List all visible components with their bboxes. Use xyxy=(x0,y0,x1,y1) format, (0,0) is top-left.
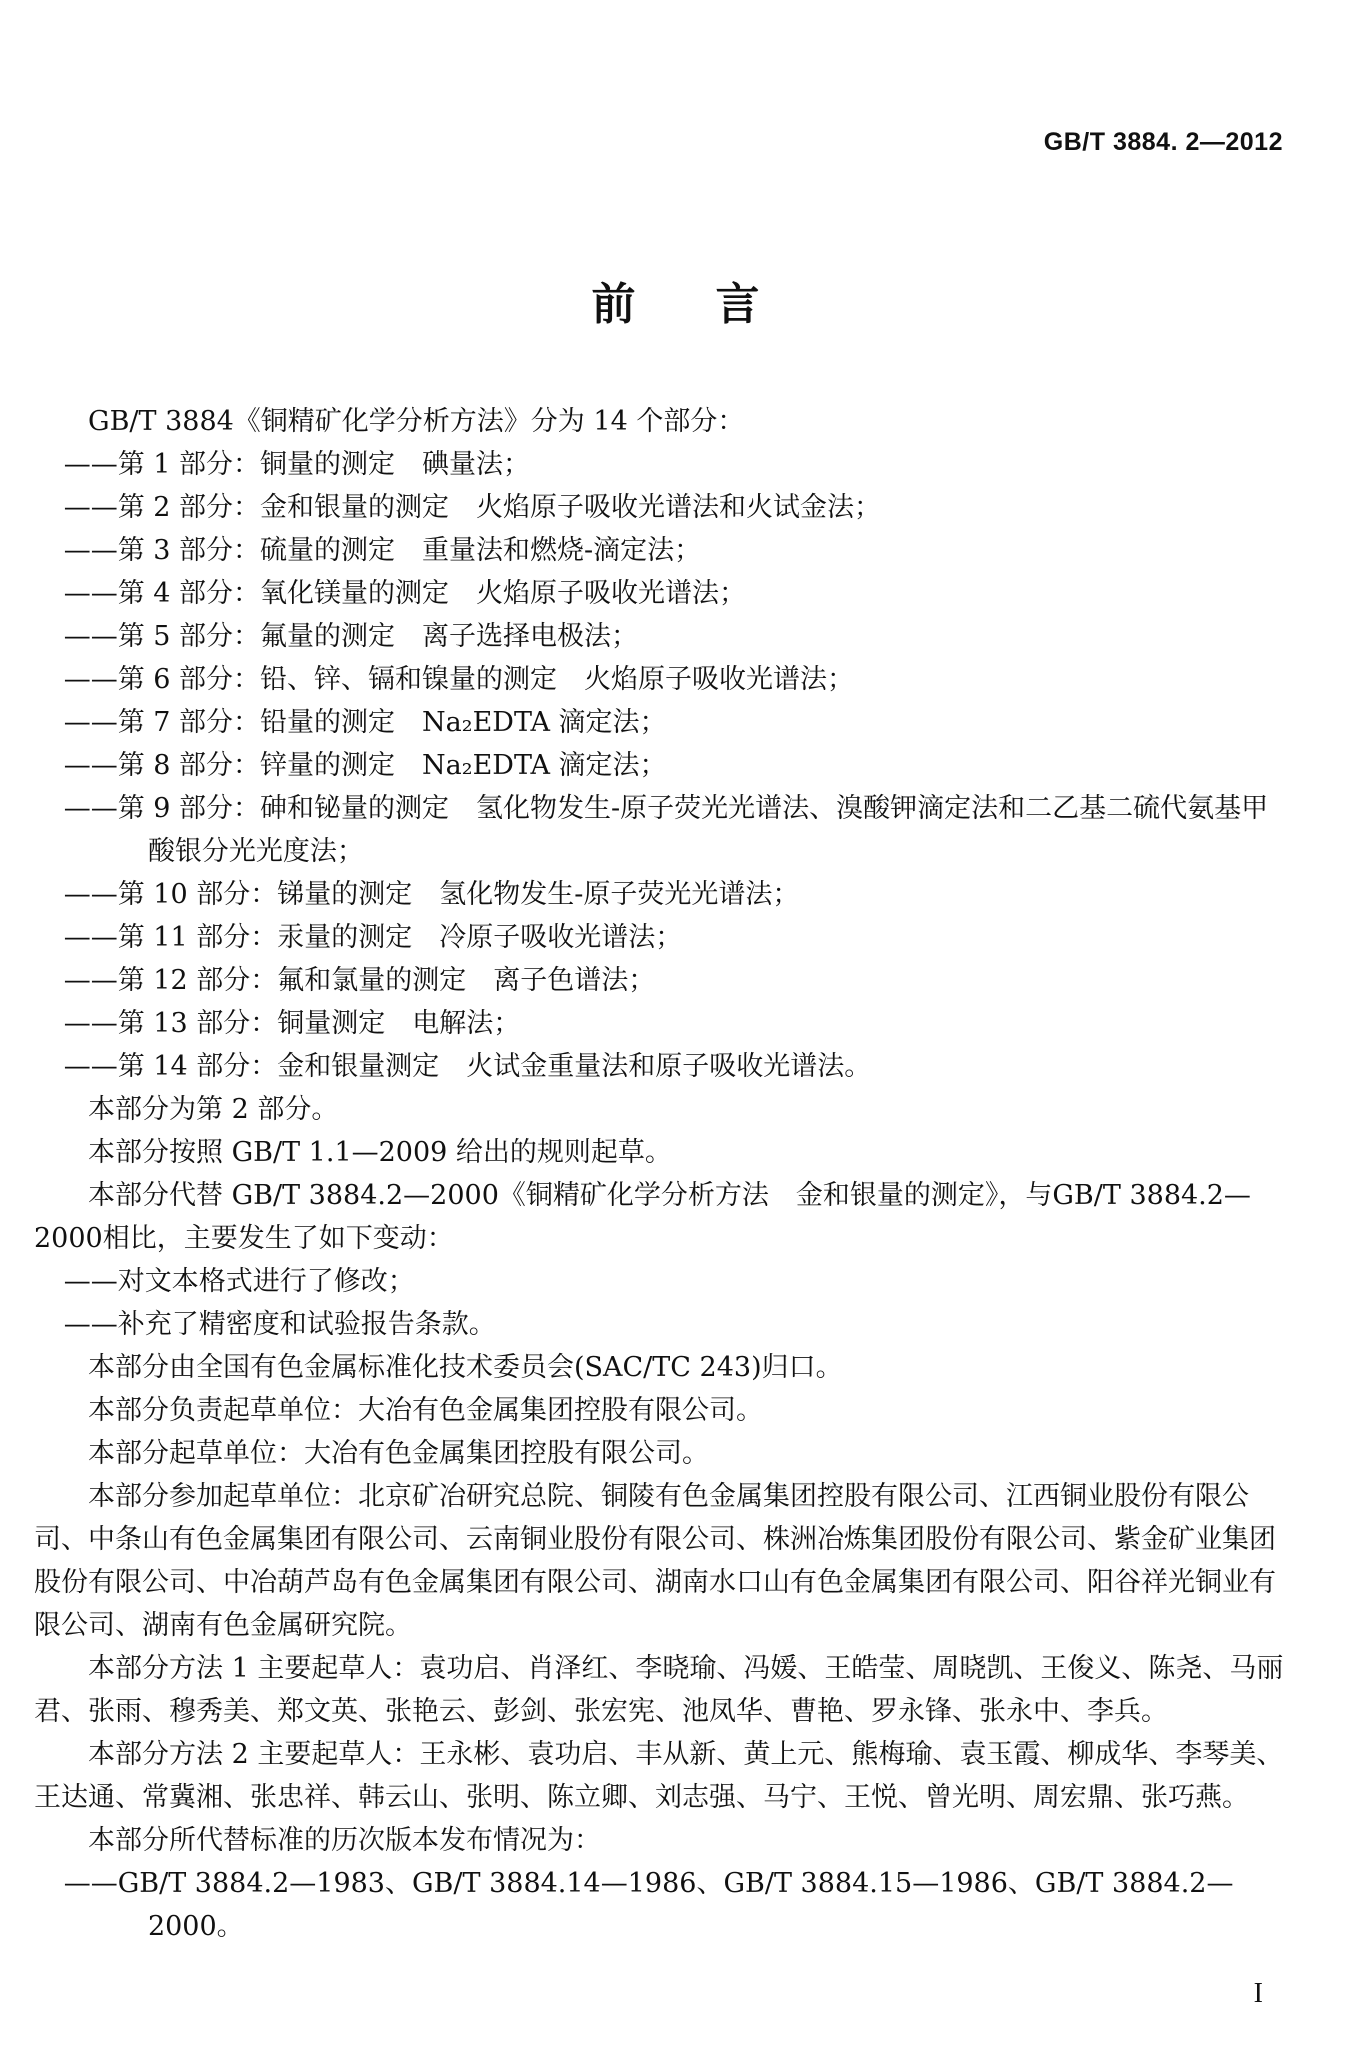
change-item: ——补充了精密度和试验报告条款。 xyxy=(63,1309,496,1340)
method2-drafters-paragraph: 本部分方法 2 主要起草人：王永彬、袁功启、丰从新、黄上元、熊梅瑜、袁玉霞、柳成华、李琴美、王达通、常冀湘、张忠祥、韩云山、张明、陈立卿、刘志强、马宁、王悦、曾光明、周宏鼎、张巧燕。 xyxy=(34,1739,1284,1813)
page-number: I xyxy=(1253,1978,1263,2009)
part-item: ——第 12 部分：氟和氯量的测定 离子色谱法； xyxy=(63,965,656,996)
part-item: ——第 2 部分：金和银量的测定 火焰原子吸收光谱法和火试金法； xyxy=(63,492,882,523)
committee-paragraph: 本部分由全国有色金属标准化技术委员会(SAC/TC 243)归口。 xyxy=(88,1352,843,1383)
method1-drafters-paragraph: 本部分方法 1 主要起草人：袁功启、肖泽红、李晓瑜、冯媛、王皓莹、周晓凯、王俊义、陈尧、马丽君、张雨、穆秀美、郑文英、张艳云、彭剑、张宏宪、池凤华、曹艳、罗永锋、张永中、李兵。 xyxy=(34,1653,1284,1727)
part-item: ——第 6 部分：铅、锌、镉和镍量的测定 火焰原子吸收光谱法； xyxy=(63,664,855,695)
part-number-paragraph: 本部分为第 2 部分。 xyxy=(88,1094,339,1125)
intro-paragraph: GB/T 3884《铜精矿化学分析方法》分为 14 个部分： xyxy=(88,406,745,437)
part-item: ——第 9 部分：砷和铋量的测定 氢化物发生-原子荧光光谱法、溴酸钾滴定法和二乙基二硫代氨基甲酸银分光光度法； xyxy=(63,793,1269,867)
standard-code: GB/T 3884. 2—2012 xyxy=(1043,128,1283,156)
part-item: ——第 5 部分：氟量的测定 离子选择电极法； xyxy=(63,621,639,652)
part-item: ——第 14 部分：金和银量测定 火试金重量法和原子吸收光谱法。 xyxy=(63,1051,872,1082)
part-item: ——第 13 部分：铜量测定 电解法； xyxy=(63,1008,521,1039)
drafting-rules-paragraph: 本部分按照 GB/T 1.1—2009 给出的规则起草。 xyxy=(88,1137,672,1168)
change-item: ——对文本格式进行了修改； xyxy=(63,1266,415,1297)
participating-units-paragraph: 本部分参加起草单位：北京矿冶研究总院、铜陵有色金属集团控股有限公司、江西铜业股份有限公司、中条山有色金属集团有限公司、云南铜业股份有限公司、株洲冶炼集团股份有限公司、紫金矿业集团股份有限公司、中冶葫芦岛有色金属集团有限公司、湖南水口山有色金属集团有限公司、阳谷祥光铜业有限公司、湖南有色金属研究院。 xyxy=(34,1481,1276,1641)
responsible-unit-paragraph: 本部分负责起草单位：大冶有色金属集团控股有限公司。 xyxy=(88,1395,763,1426)
part-item: ——第 4 部分：氧化镁量的测定 火焰原子吸收光谱法； xyxy=(63,578,747,609)
replaces-paragraph: 本部分代替 GB/T 3884.2—2000《铜精矿化学分析方法 金和银量的测定》，与GB/T 3884.2—2000相比，主要发生了如下变动： xyxy=(34,1180,1251,1254)
part-item: ——第 8 部分：锌量的测定 Na₂EDTA 滴定法； xyxy=(63,750,667,781)
drafting-unit-paragraph: 本部分起草单位：大冶有色金属集团控股有限公司。 xyxy=(88,1438,709,1469)
history-intro-paragraph: 本部分所代替标准的历次版本发布情况为： xyxy=(88,1825,601,1856)
part-item: ——第 10 部分：锑量的测定 氢化物发生-原子荧光光谱法； xyxy=(63,879,800,910)
foreword-body xyxy=(34,400,1289,1948)
part-item: ——第 11 部分：汞量的测定 冷原子吸收光谱法； xyxy=(63,922,683,953)
page-title: 前言 xyxy=(591,279,840,330)
part-item: ——第 1 部分：铜量的测定 碘量法； xyxy=(63,449,531,480)
history-item: ——GB/T 3884.2—1983、GB/T 3884.14—1986、GB/T 3884.15—1986、GB/T 3884.2—2000。 xyxy=(63,1868,1234,1942)
part-item: ——第 3 部分：硫量的测定 重量法和燃烧-滴定法； xyxy=(63,535,702,566)
part-item: ——第 7 部分：铅量的测定 Na₂EDTA 滴定法； xyxy=(63,707,667,738)
